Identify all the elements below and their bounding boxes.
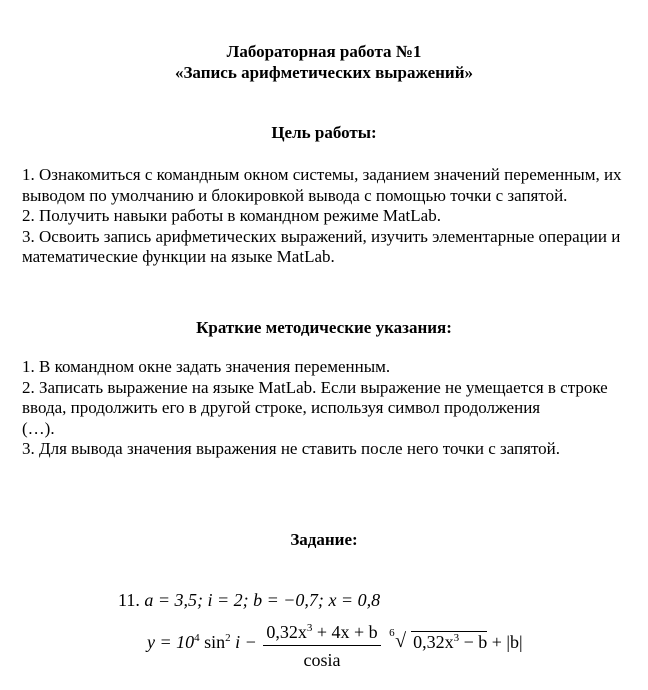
- radicand-power: 3: [453, 632, 460, 645]
- notes-heading: Краткие методические указания:: [196, 318, 452, 337]
- goal-item-2: 2. Получить навыки работы в командном режиме MatLab.: [22, 206, 441, 225]
- var-i: i = 2;: [207, 590, 249, 610]
- document-title-line1: Лабораторная работа №1: [226, 42, 422, 61]
- task-heading: Задание:: [290, 530, 358, 549]
- goal-item-1: 1. Ознакомиться с командным окном системы, заданием значений переменным, их выводом по умолчанию и блокировкой вывода с помощью точки с запятой.: [22, 165, 622, 205]
- goal-item-3: 3. Освоить запись арифметических выражений, изучить элементарные операции и математические функции на языке MatLab.: [22, 226, 621, 266]
- notes-item-4: 3. Для вывода значения выражения не ставить после него точки с запятой.: [22, 439, 561, 458]
- formula-sin-power: 2: [225, 632, 231, 645]
- goal-heading: Цель работы:: [271, 123, 377, 142]
- root-index: 6: [389, 627, 395, 640]
- notes-item-1: 1. В командном окне задать значения переменным.: [22, 357, 391, 376]
- formula-sin: sin: [204, 632, 226, 653]
- fraction-denominator: cosia: [303, 650, 341, 670]
- goal-list: [22, 165, 632, 268]
- task-variables: [118, 589, 380, 611]
- radicand-rest: − b: [463, 632, 488, 653]
- notes-item-2: 2. Записать выражение на языке MatLab. Если выражение не умещается в строке ввода, продолжить его в другой строке, используя символ продолжения: [22, 377, 608, 417]
- fraction-numerator: [263, 617, 380, 646]
- var-x: x = 0,8: [328, 590, 381, 610]
- notes-item-3: (…).: [22, 418, 55, 438]
- numerator-rest: + 4x + b: [316, 622, 378, 642]
- formula-fraction: [263, 617, 380, 671]
- formula-tail: + |b|: [491, 632, 523, 653]
- formula-lhs: y = 10: [147, 632, 195, 653]
- numerator-term: 0,32x: [266, 622, 307, 642]
- formula-power: 4: [194, 632, 200, 645]
- formula-root: [389, 627, 488, 653]
- formula-i-minus: i −: [235, 632, 257, 653]
- numerator-power: 3: [306, 622, 313, 634]
- root-radicand: [411, 631, 487, 653]
- notes-list: [22, 357, 632, 460]
- radical-sign-icon: √: [395, 630, 407, 653]
- var-b: b = −0,7;: [253, 590, 324, 610]
- task-number: 11.: [118, 590, 140, 610]
- task-formula: [147, 617, 523, 671]
- var-a: a = 3,5;: [144, 590, 203, 610]
- radicand-term: 0,32x: [413, 632, 454, 653]
- document-title-line2: «Запись арифметических выражений»: [174, 63, 474, 82]
